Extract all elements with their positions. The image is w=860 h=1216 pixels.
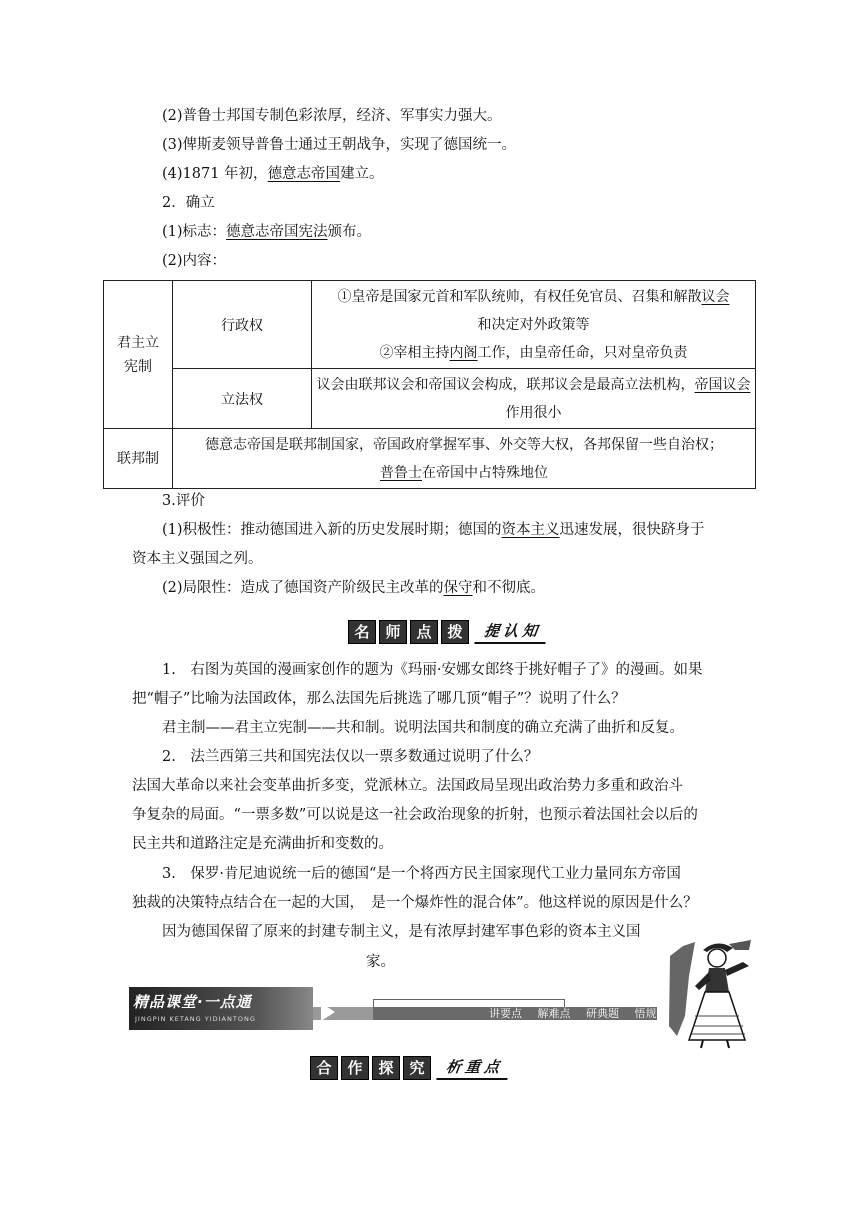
answer-2-line2: 争复杂的局面。“一票多数”可以说是这一社会政治现象的折射，也预示着法国社会以后的 [132, 807, 698, 823]
question-1-line2: 把“帽子”比喻为法国政体，那么法国先后挑选了哪几顶“帽子”？说明了什么？ [132, 691, 626, 707]
intro-line-4: (4)1871 年初，德意志帝国建立。 [162, 166, 384, 182]
banner-box-3: 点 [410, 620, 438, 644]
banner-box-1: 名 [348, 620, 376, 644]
federal-content: 德意志帝国是联邦制国家，帝国政府掌握军事、外交等大权，各邦保留一些自治权； 普鲁士在帝国中占特殊地位 [173, 429, 756, 489]
eval-limitation: (2)局限性：造成了德国资产阶级民主改革的保守和不彻底。 [162, 580, 546, 596]
teacher-tips-banner [348, 620, 547, 644]
answer-3-line1: 因为德国保留了原来的封建专制主义，是有浓厚封建军事色彩的资本主义国 [162, 924, 641, 940]
answer-3-line2: 家。 [366, 954, 395, 970]
banner2-box-4: 究 [403, 1056, 431, 1080]
strip-link-4: 悟规 [634, 1007, 657, 1020]
question-3-line1: 3. 保罗·肯尼迪说统一后的德国“是一个将西方民主国家现代工业力量同东方帝国 [162, 866, 681, 882]
executive-label: 行政权 [173, 281, 312, 369]
legislative-content: 议会由联邦议会和帝国议会构成，联邦议会是最高立法机构，帝国议会 作用很小 [312, 369, 756, 429]
strip-link-1: 讲要点 [489, 1007, 522, 1020]
answer-1: 君主制——君主立宪制——共和制。说明法国共和制度的确立充满了曲折和反复。 [162, 720, 684, 736]
banner-script: 提认知 [474, 620, 548, 644]
banner2-box-3: 探 [372, 1056, 400, 1080]
strip-link-3: 研典题 [586, 1007, 619, 1020]
banner-box-4: 拨 [441, 620, 469, 644]
answer-2-line3: 民主共和道路注定是充满曲折和变数的。 [132, 836, 393, 852]
question-2: 2. 法兰西第三共和国宪法仅以一票多数通过说明了什么？ [162, 749, 539, 765]
question-3-line2: 独裁的决策特点结合在一起的大国， 是一个爆炸性的混合体”。他这样说的原因是什么？ [132, 895, 698, 911]
cartoon-illustration [665, 936, 755, 1050]
strip-logo: 精品课堂·一点通 [133, 993, 252, 1011]
banner2-box-2: 作 [341, 1056, 369, 1080]
constitution-table [103, 280, 756, 489]
heading-evaluation: 3.评价 [162, 493, 205, 509]
eval-positive-line1: (1)积极性：推动德国进入新的历史发展时期；德国的资本主义迅速发展，很快跻身于 [162, 522, 705, 538]
banner2-box-1: 合 [310, 1056, 338, 1080]
intro-line-2: (2)普鲁士邦国专制色彩浓厚，经济、军事实力强大。 [162, 108, 502, 124]
strip-link-2: 解难点 [537, 1007, 571, 1020]
play-icon [321, 1003, 335, 1021]
eval-positive-line2: 资本主义强国之列。 [132, 551, 263, 567]
lesson-strip-banner [129, 987, 657, 1030]
federal-label: 联邦制 [104, 429, 173, 489]
executive-content: ①皇帝是国家元首和军队统帅，有权任免官员、召集和解散议会 和决定对外政策等 ②宰相主持内阁工作，由皇帝任命，只对皇帝负责 [312, 281, 756, 369]
answer-2-line1: 法国大革命以来社会变革曲折多变，党派林立。法国政局呈现出政治势力多重和政治斗 [132, 778, 683, 794]
content-label: (2)内容： [162, 253, 227, 269]
cooperative-inquiry-banner [310, 1056, 509, 1080]
question-1-line1: 1. 右图为英国的漫画家创作的题为《玛丽·安娜女郎终于挑好帽子了》的漫画。如果 [162, 662, 703, 678]
banner-box-2: 师 [379, 620, 407, 644]
row-label-constitutional-monarchy: 君主立 宪制 [104, 281, 173, 429]
mark-line: (1)标志：德意志帝国宪法颁布。 [162, 224, 372, 240]
banner2-script: 析重点 [436, 1056, 510, 1080]
legislative-label: 立法权 [173, 369, 312, 429]
strip-links [489, 1005, 669, 1021]
strip-logo-sub: JINGPIN KETANG YIDIANTONG [135, 1015, 256, 1023]
heading-establish: 2．确立 [162, 195, 215, 211]
intro-line-3: (3)俾斯麦领导普鲁士通过王朝战争，实现了德国统一。 [162, 137, 517, 153]
